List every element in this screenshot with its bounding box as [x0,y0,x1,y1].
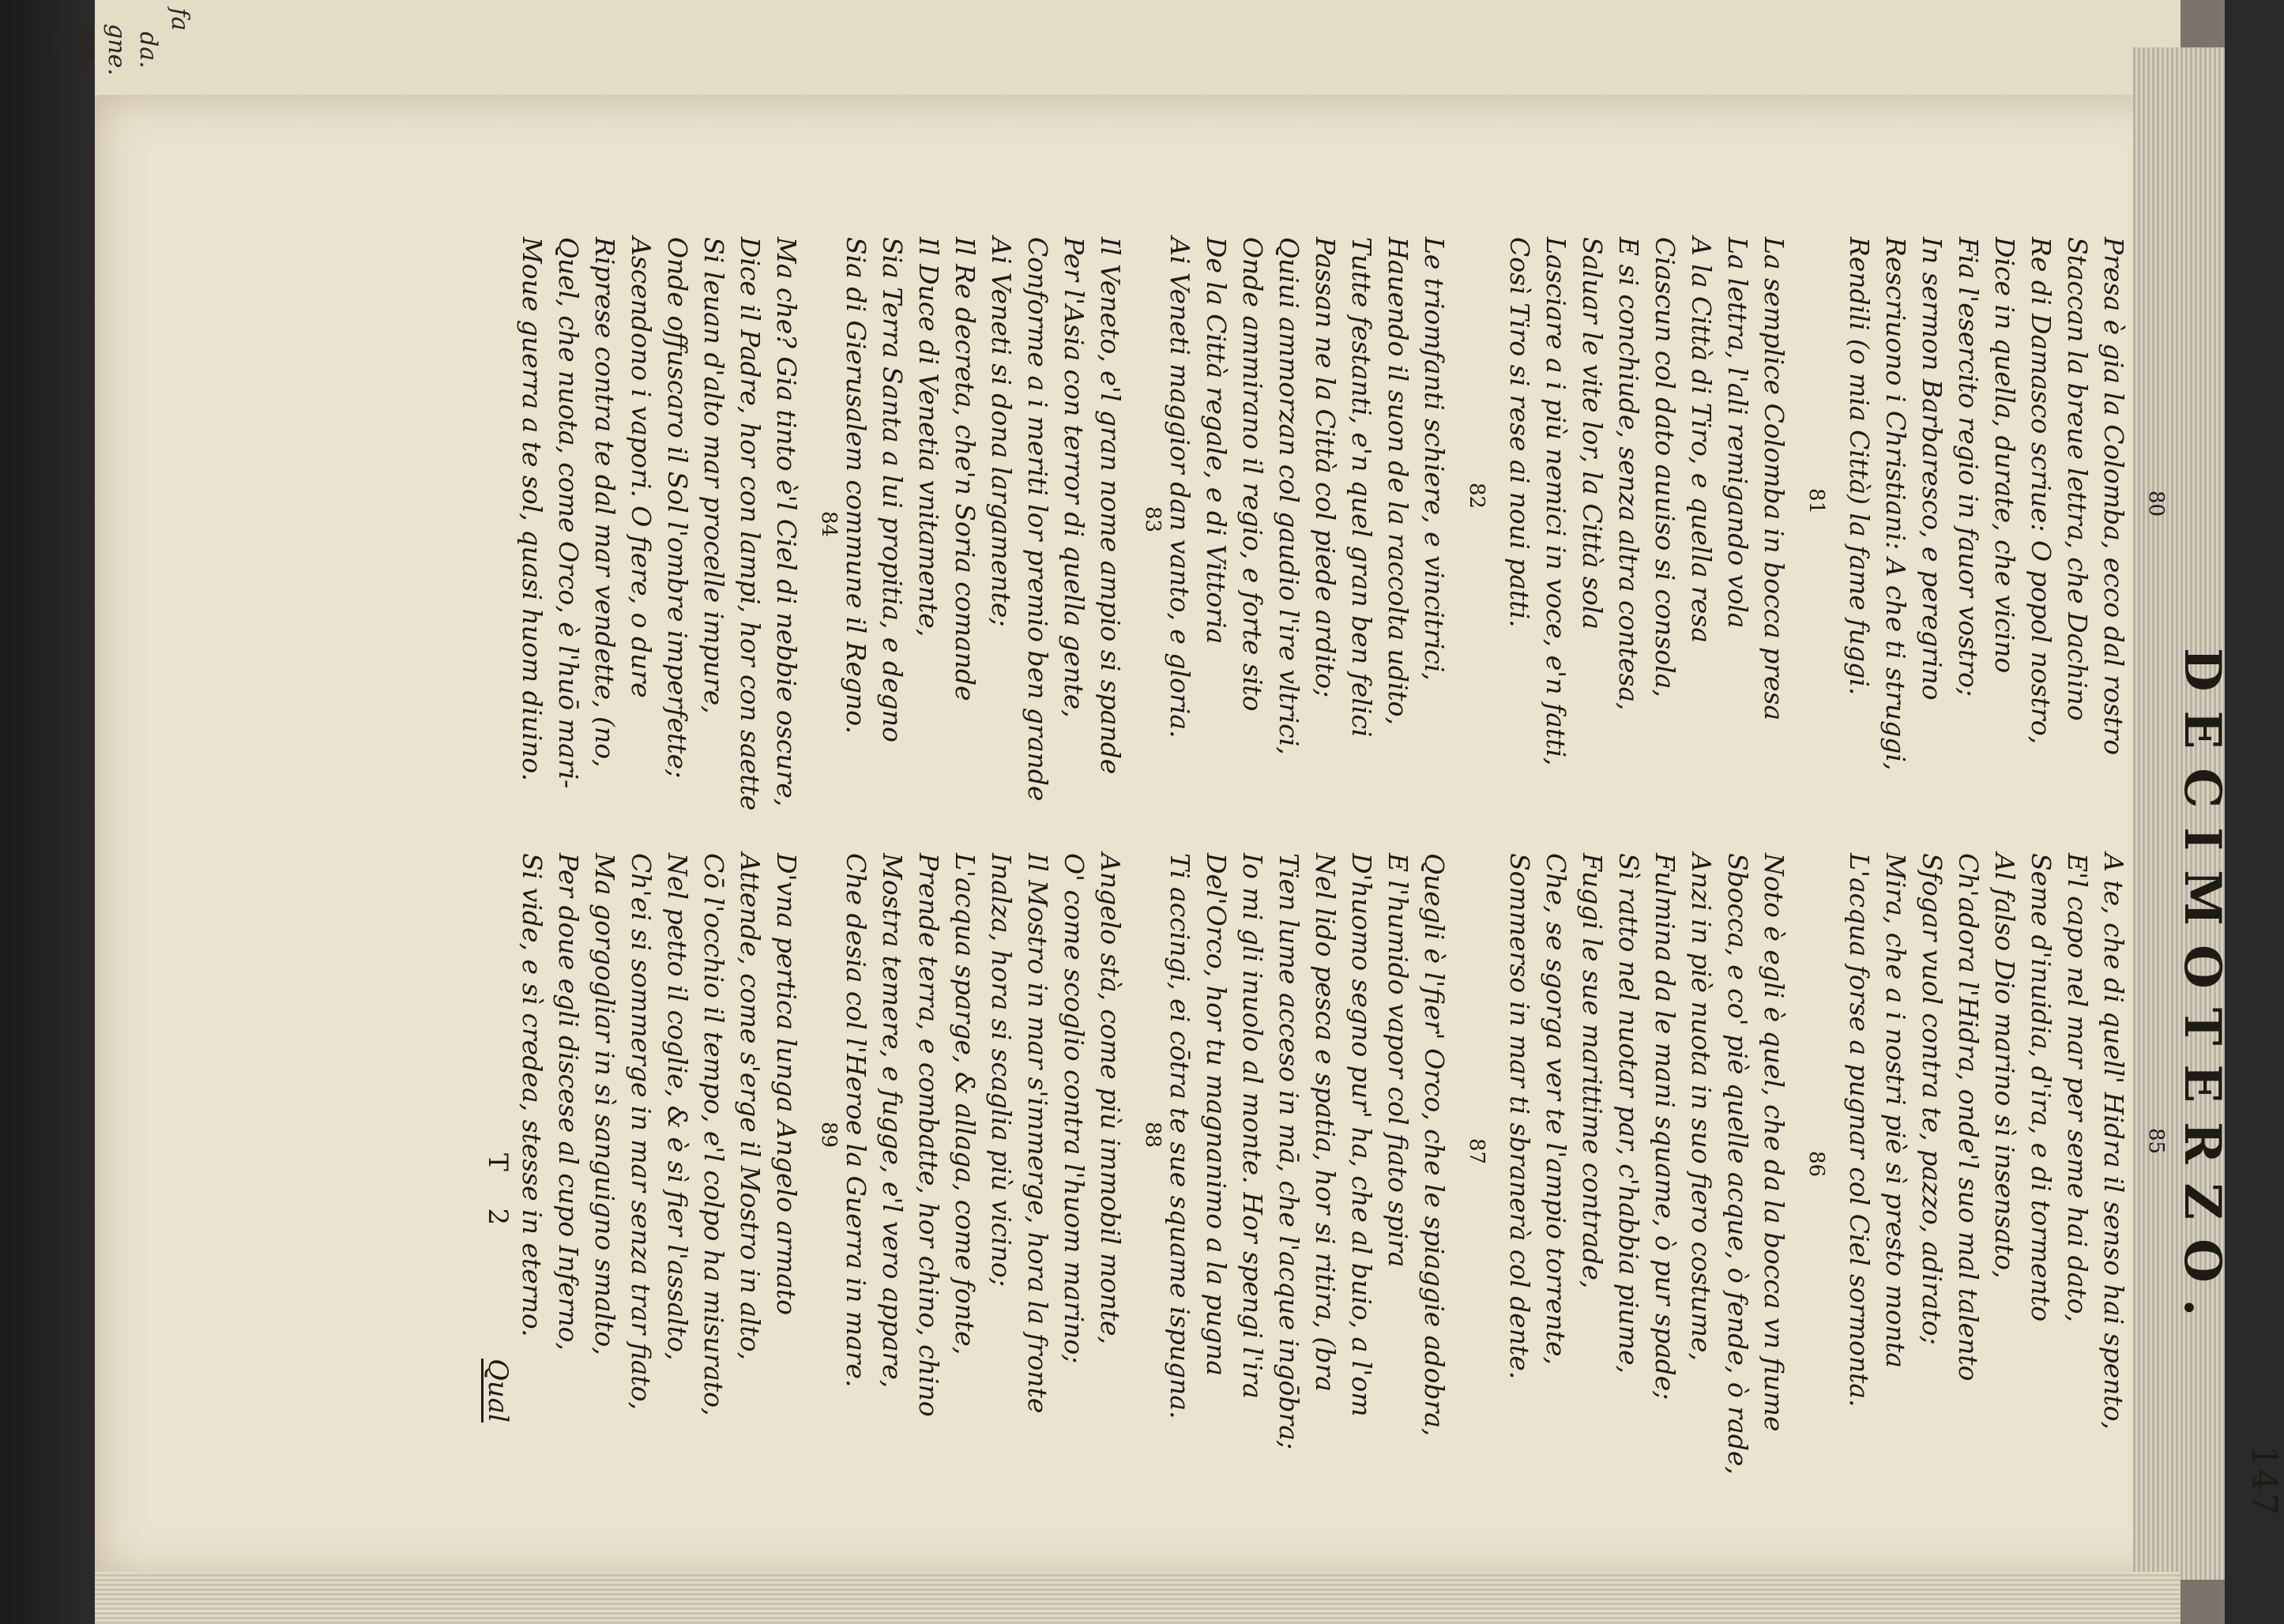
verse-line: Mostra temere, e fugge, e'l vero appare, [877,853,908,1389]
fragment: me, [75,24,103,68]
verse-line: Moue guerra a te sol, quasi huom diuino. [517,237,547,782]
page-number: 147 [2244,1445,2284,1517]
verse-line: Il Mostro in mar s'immerge, hora la fronte [1022,853,1053,1414]
previous-page-edge [95,0,2181,104]
verse-line: Fia l'esercito regio in fauor vostro; [1953,237,1984,697]
stanza-89 [514,853,847,1415]
stanza-number: 84 [817,510,841,537]
verse-line: Rendili (o mia Città) la fame fuggi. [1844,237,1875,696]
stanza-number: 87 [1465,1138,1488,1165]
verse-line: In sermon Barbaresco, e peregrino [1917,237,1947,701]
stanza-number: 82 [1465,483,1488,509]
verse-line: Il Duce di Venetia vnitamente, [913,237,944,637]
verse-line: Le triomfanti schiere, e vincitrici, [1419,237,1450,681]
verse-line: Sia di Gierusalem commune il Regno. [841,237,871,735]
verse-line: Cō l'occhio il tempo, e'l colpo ha misurato, [698,853,729,1416]
signature-mark: T 2 [482,1153,514,1240]
verse-line: Sia Terra Santa a lui propitia, e degno [877,237,908,742]
verse-line: Sfogar vuol contra te, pazzo, adirato; [1917,853,1947,1345]
verse-line: Angelo stà, come più immobil monte, [1095,853,1126,1345]
verse-line: Ti accingi, ei cōtra te sue squame ispugna. [1165,853,1195,1419]
stanza-85 [1841,853,2174,1430]
stanza-number: 85 [2144,1128,2168,1155]
verse-line: Lasciare a i più nemici in voce, e'n fatti, [1541,237,1571,766]
verse-line: De la Città regale, e di Vittoria [1201,237,1232,645]
verse-line: Si leuan d'alto mar procelle impure, [698,237,729,714]
stanza-82 [1161,237,1495,755]
stanza-83 [837,237,1171,801]
verse-line: Fuggi le sue marittime contrade, [1577,853,1608,1289]
stanza-86 [1501,853,1834,1475]
fragment: fa [166,8,194,31]
verse-line: Tutte festanti, e'n quel gran ben felici [1346,237,1377,738]
verse-line: Prende terra, e combatte, hor chino, chino [913,853,944,1417]
verse-line: Nel lido pesca e spatia, hor si ritira, (bra [1310,853,1341,1392]
verse-line: Mira, che a i nostri piè sì presto monta [1880,853,1911,1368]
stanza-84 [514,237,847,810]
verse-line: La semplice Colomba in bocca presa [1759,237,1789,721]
verse-line: Ma gorgogliar in sì sanguigno smalto, [589,853,620,1355]
verse-line: L'acqua sparge, & allaga, come fonte, [950,853,980,1355]
stanza-number: 89 [817,1121,841,1148]
stanza-87 [1161,853,1495,1449]
verse-line: Attende, come s'erge il Mostro in alto, [735,853,766,1361]
verse-line: Sì ratto nel nuotar par, c'habbia piume, [1613,853,1644,1374]
verse-line: Presa è gia la Colomba, ecco dal rostro [2098,237,2129,755]
verse-line: Passan ne la Città col piede ardito; [1310,237,1341,698]
stanza-number: 83 [1141,506,1165,532]
verse-line: Ch'ei si sommerge in mar senza trar fiato, [626,853,657,1411]
verse-line: Sommerso in mar ti sbranerà col dente. [1504,853,1535,1380]
verse-line: Sbocca, e co' piè quelle acque, ò fende, ò rade, [1722,853,1753,1475]
stanza-number: 86 [1804,1150,1828,1177]
verse-line: Dice il Padre, hor con lampi, hor con saette [735,237,766,811]
stanza-81 [1501,237,1834,765]
page-text [237,142,2284,1564]
verse-line: Io mi gli inuolo al monte. Hor spengi l'ira [1237,853,1268,1399]
verse-line: Onde ammirano il regio, e forte sito [1237,237,1268,712]
verse-line: Ai Veneti si dona largamente; [986,237,1017,627]
verse-line: Anzi in piè nuota in suo fiero costume, [1686,853,1717,1361]
stanza-80 [1841,237,2174,770]
stanza-number: 88 [1141,1122,1165,1148]
stanza-88 [837,853,1171,1417]
verse-line: Il Veneto, e'l gran nome ampio si spande [1095,237,1126,775]
verse-line: Ch'adora l'Hidra, onde'l suo mal talento [1953,853,1984,1382]
verse-line: Ciascun col dato auuiso si consola, [1650,237,1680,697]
stanza-number: 80 [2144,491,2168,517]
fragment: ti; [47,32,75,57]
verse-line: La lettra, l'ali remigando vola [1722,237,1753,629]
verse-line: E'l capo nel mar per seme hai dato, [2062,853,2093,1322]
verse-line: E si conchiude, senza altra contesa, [1613,237,1644,711]
verse-line: Re di Damasco scriue: O popol nostro, [2026,237,2056,745]
verse-line: Ai Veneti maggior dan vanto, e gloria. [1165,237,1195,739]
verse-line: Noto è egli è quel, che da la bocca vn fiume [1759,853,1789,1432]
verse-line: Che desia col l'Heroe la Guerra in mare. [841,853,871,1388]
verse-line: Fulmina da le mani squame, ò pur spade; [1650,853,1680,1400]
verse-line: Si vide, e sì credea, stesse in eterno. [517,853,547,1337]
verse-line: Ascendono i vapori. O fiere, o dure [626,237,657,698]
verse-line: A la Città di Tiro, e quella resa [1686,237,1717,643]
verse-line: Hauendo il suon de la raccolta udito, [1383,237,1413,726]
verse-line: Del'Orco, hor tu magnanimo a la pugna [1201,853,1232,1376]
catchword: Qual [482,1359,514,1423]
verse-line: D'vna pertica lunga Angelo armato [771,853,802,1316]
verse-line: A te, che di quell' Hidra il senso hai spento, [2098,853,2129,1430]
verse-line: Inalza, hora si scaglia più vicino; [986,853,1017,1287]
verse-line: E l'humido vapor col fiato spira [1383,853,1413,1268]
verse-line: Rescriuono i Christiani: A che ti struggi, [1880,237,1911,771]
verse-line: Saluar le vite lor, la Città sola [1577,237,1608,630]
verse-line: Nel petto il coglie, & è sì fier l'assalto, [662,853,693,1361]
verse-line: D'huomo segno pur' ha, che al buio, a l'om [1346,853,1377,1417]
verse-line: Conforme a i meriti lor premio ben grande [1022,237,1053,802]
verse-line: Al falso Dio marino sì insensato, [1989,853,2020,1279]
verse-line: Onde offuscaro il Sol l'ombre imperfette; [662,237,693,779]
verse-line: Ma che? Gia tinto è'l Ciel di nebbie oscure, [771,237,802,807]
verse-line: Staccan la breue lettra, che Dachino [2062,237,2093,721]
verse-line: Così Tiro si rese ai noui patti. [1504,237,1535,628]
stanza-number: 81 [1804,488,1828,515]
fragment: da. [134,32,162,69]
fragment: gne. [103,24,130,76]
verse-line: Il Re decreta, che'n Soria comande [950,237,980,701]
verse-line: Per l'Asia con terror di quella gente, [1059,237,1089,718]
verse-line: Tien lume acceso in mā, che l'acque ingōbra; [1274,853,1304,1450]
bottom-edge [95,1572,2181,1624]
page-title: DECIMOTERZO. [2173,648,2232,1336]
verse-line: O' come scoglio contra l'huom marino; [1059,853,1089,1364]
verse-line: Quel, che nuota, come Orco, è l'huō mari- [553,237,584,789]
verse-line: Per doue egli discese al cupo Inferno, [553,853,584,1351]
verse-line: L'acqua forse a pugnar col Ciel sormonta. [1844,853,1875,1408]
verse-line: Quegli è l'fier' Orco, che le spiaggie adobra, [1419,853,1450,1437]
verse-line: Dice in quella, durate, che vicino [1989,237,2020,674]
verse-line: Seme d'inuidia, d'ira, e di tormento [2026,853,2056,1322]
verse-line: Quiui ammorzan col gaudio l'ire vltrici, [1274,237,1304,755]
verse-line: Che, se sgorga ver te l'ampio torrente, [1541,853,1571,1366]
verse-line: Riprese contra te dal mar vendette, (no, [589,237,620,768]
